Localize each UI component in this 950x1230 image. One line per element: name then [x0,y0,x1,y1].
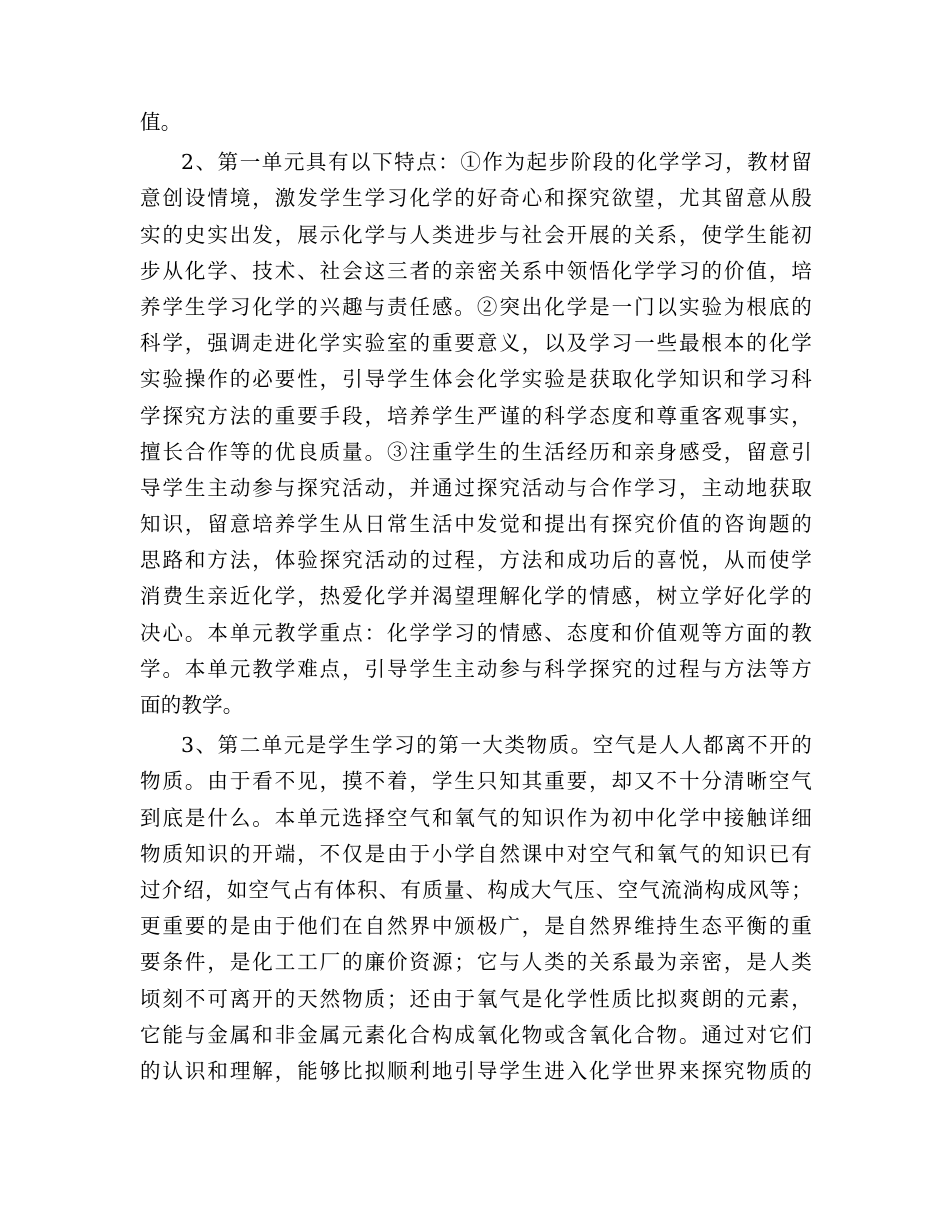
text-line: 养学生学习化学的兴趣与责任感。②突出化学是一门以实验为根底的 [140,294,812,319]
text-line: 2、第一单元具有以下特点：①作为起步阶段的化学学习，教材留 [181,150,812,175]
text-line: 决心。本单元教学重点：化学学习的情感、态度和价值观等方面的教 [140,620,812,645]
text-line: 科学，强调走进化学实验室的重要意义，以及学习一些最根本的化学 [140,331,812,356]
text-line: 它能与金属和非金属元素化合构成氧化物或含氧化合物。通过对它们 [140,1022,812,1047]
text-line: 值。 [140,110,182,134]
text-line: 物质。由于看不见，摸不着，学生只知其重要，却又不十分清晰空气 [140,769,812,794]
text-line: 实验操作的必要性，引导学生体会化学实验是获取化学知识和学习科 [140,367,812,392]
text-line: 的认识和理解，能够比拟顺利地引导学生进入化学世界来探究物质的 [140,1058,812,1083]
text-line: 导学生主动参与探究活动，并通过探究活动与合作学习，主动地获取 [140,475,812,500]
text-line: 思路和方法，体验探究活动的过程，方法和成功后的喜悦，从而使学 [140,548,812,573]
text-line: 步从化学、技术、社会这三者的亲密关系中领悟化学学习的价值，培 [140,258,812,283]
text-line: 实的史实出发，展示化学与人类进步与社会开展的关系，使学生能初 [140,222,812,247]
text-line: 物质知识的开端，不仅是由于小学自然课中对空气和氧气的知识已有 [140,841,812,866]
text-line: 知识，留意培养学生从日常生活中发觉和提出有探究价值的咨询题的 [140,512,812,537]
document-page [140,104,812,1089]
text-line: 过介绍，如空气占有体积、有质量、构成大气压、空气流淌构成风等； [140,877,812,902]
text-line: 到底是什么。本单元选择空气和氧气的知识作为初中化学中接触详细 [140,805,812,830]
text-line: 更重要的是由于他们在自然界中颁极广，是自然界维持生态平衡的重 [140,914,812,939]
text-line: 学。本单元教学难点，引导学生主动参与科学探究的过程与方法等方 [140,656,812,681]
text-line: 擅长合作等的优良质量。③注重学生的生活经历和亲身感受，留意引 [140,439,812,464]
text-line: 消费生亲近化学，热爱化学并渴望理解化学的情感，树立学好化学的 [140,584,812,609]
text-line: 要条件，是化工工厂的廉价资源；它与人类的关系最为亲密，是人类 [140,950,812,975]
text-line: 顷刻不可离开的天然物质；还由于氧气是化学性质比拟爽朗的元素， [140,986,812,1011]
text-line: 面的教学。 [140,693,244,717]
text-line: 意创设情境，激发学生学习化学的好奇心和探究欲望，尤其留意从殷 [140,186,812,211]
text-line: 学探究方法的重要手段，培养学生严谨的科学态度和尊重客观事实， [140,403,812,428]
text-line: 3、第二单元是学生学习的第一大类物质。空气是人人都离不开的 [181,733,812,758]
